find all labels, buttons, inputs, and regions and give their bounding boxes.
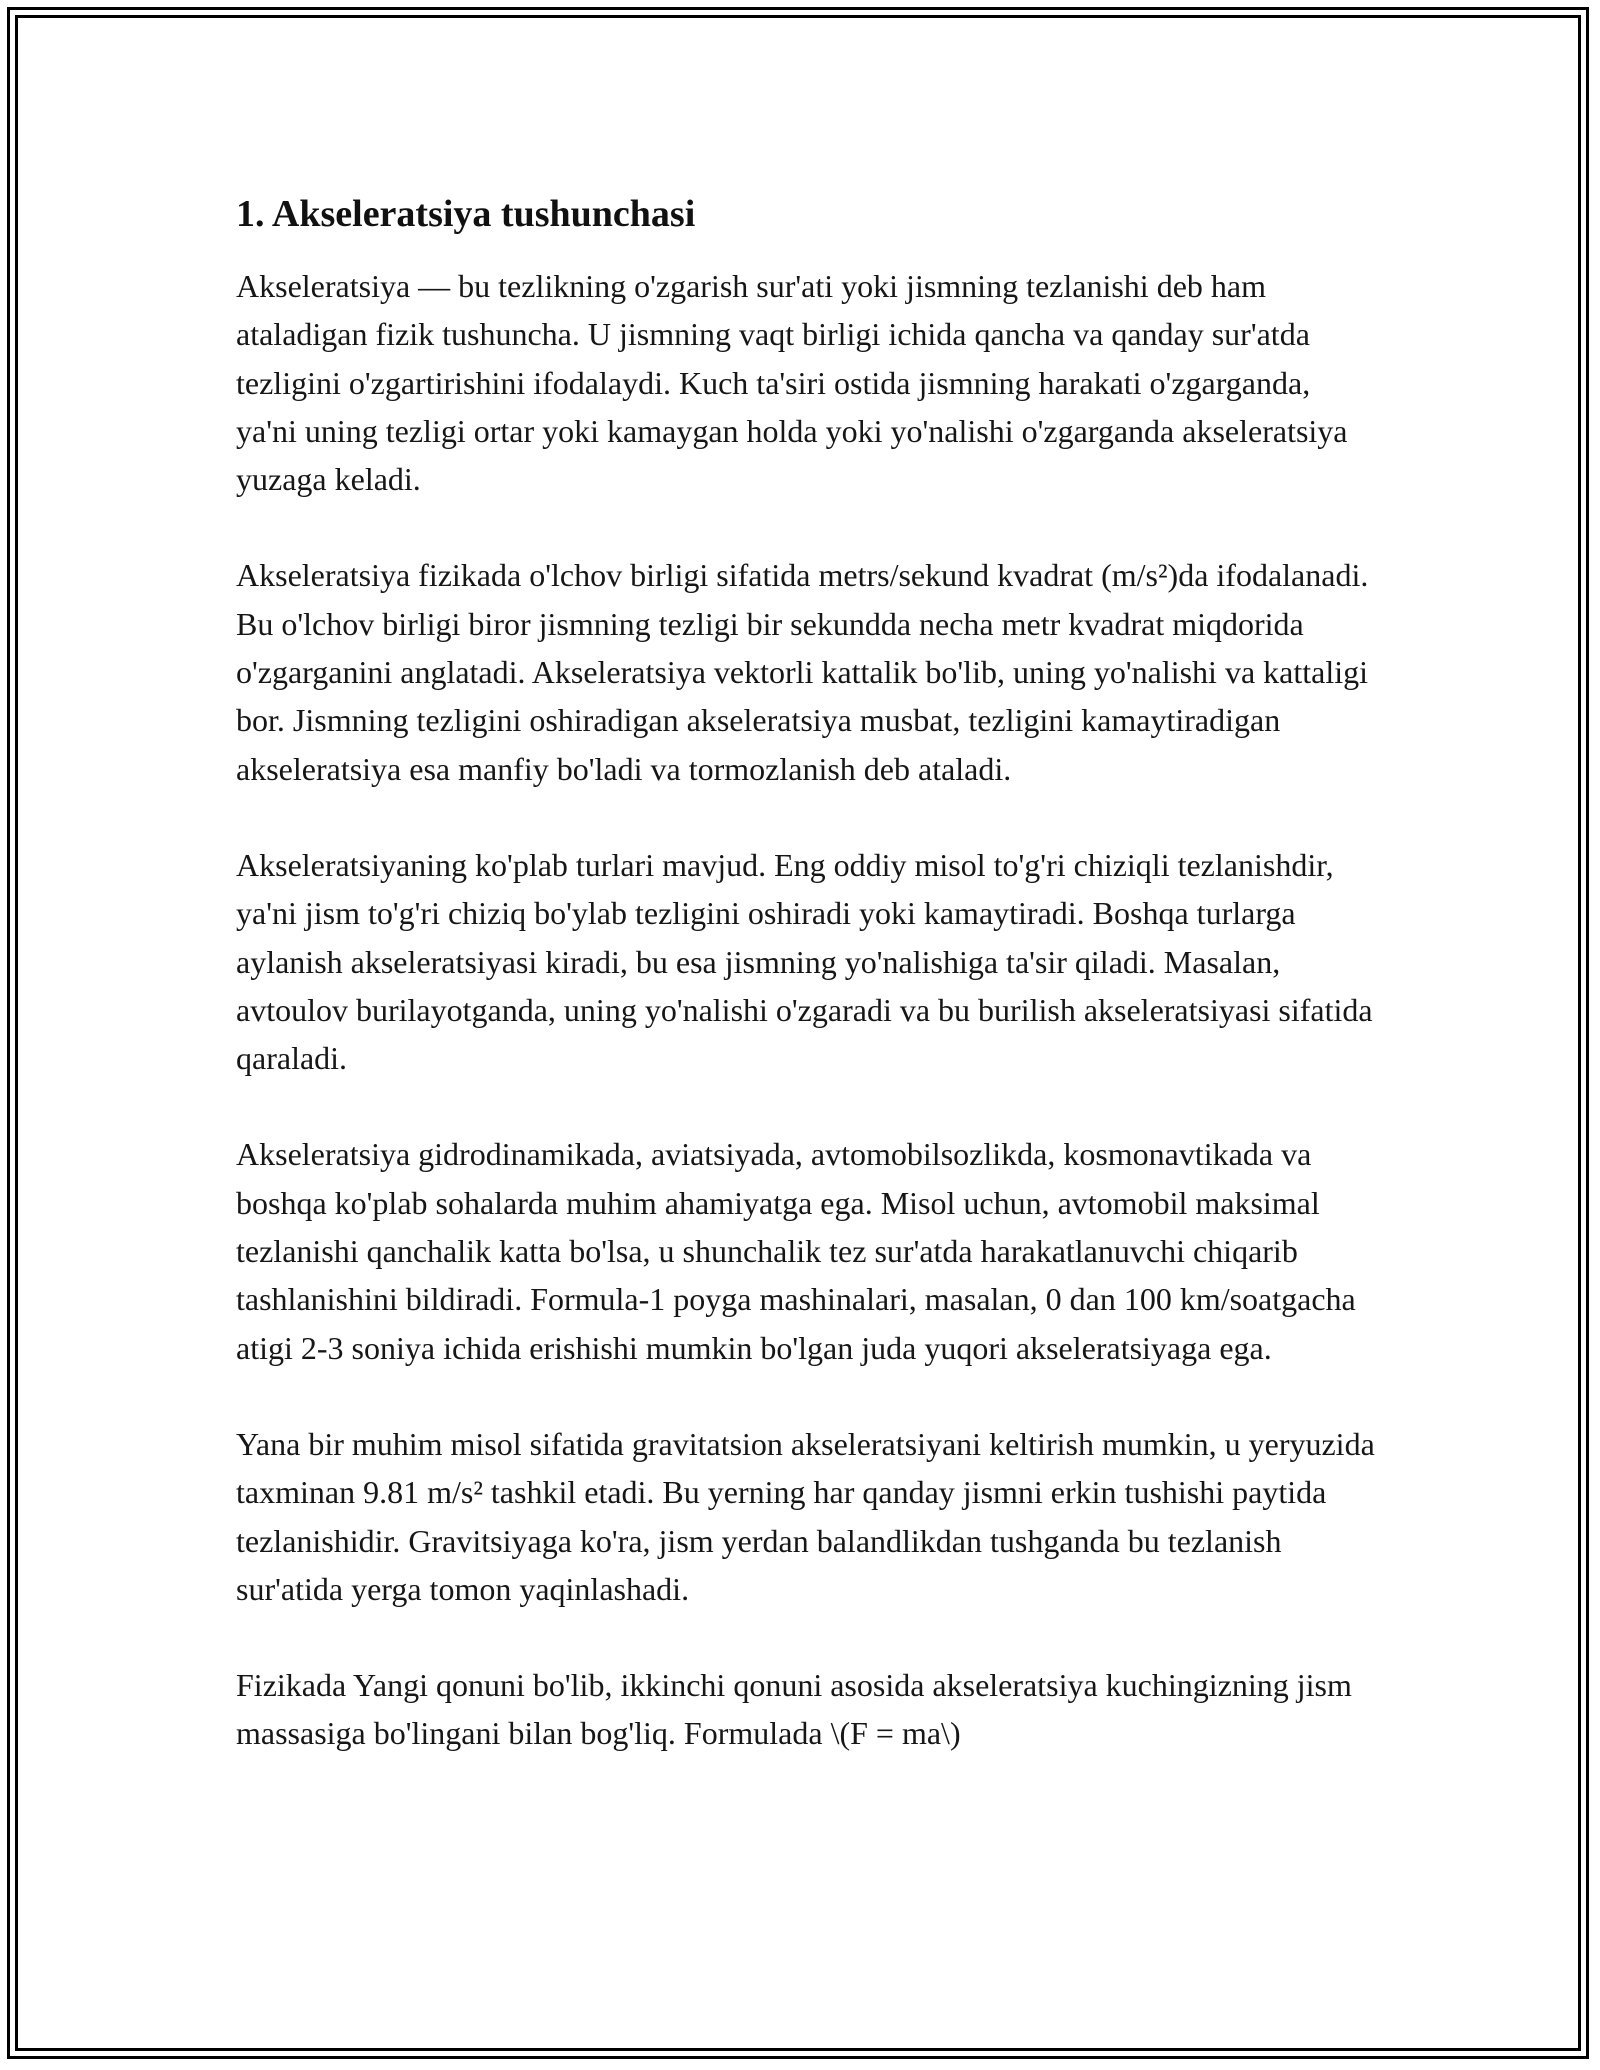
paragraph-newton-law: Fizikada Yangi qonuni bo'lib, ikkinchi qonuni asosida akseleratsiya kuchingizning jism massasiga bo'lingani bilan bog'liq. Formulada \(F = ma\) <box>236 1667 1352 1752</box>
paragraph-units: Akseleratsiya fizikada o'lchov birligi sifatida metrs/sekund kvadrat (m/s²)da ifodalanadi. Bu o'lchov birligi biror jismning tezligi bir sekundda necha metr kvadrat miqdorida o'zgarganini anglatadi. Akseleratsiya vektorli kattalik bo'lib, uning yo'nalishi va kattaligi bor. Jismning tezligini oshiradigan akseleratsiya musbat, tezligini kamaytiradigan akseleratsiya esa manfiy bo'ladi va tormozlanish deb ataladi. <box>236 557 1369 787</box>
paragraph-definition: Akseleratsiya — bu tezlikning o'zgarish sur'ati yoki jismning tezlanishi deb ham ataladigan fizik tushuncha. U jismning vaqt birligi ichida qancha va qanday sur'atda tezligini o'zgartirishini ifodalaydi. Kuch ta'siri ostida jismning harakati o'zgarganda, ya'ni uning tezligi ortar yoki kamaygan holda yoki yo'nalishi o'zgarganda akseleratsiya yuzaga keladi. <box>236 268 1348 498</box>
paragraph-types: Akseleratsiyaning ko'plab turlari mavjud. Eng oddiy misol to'g'ri chiziqli tezlanishdir, ya'ni jism to'g'ri chiziq bo'ylab tezligini oshiradi yoki kamaytiradi. Boshqa turlarga aylanish akseleratsiyasi kiradi, bu esa jismning yo'nalishiga ta'sir qiladi. Masalan, avtoulov burilayotganda, uning yo'nalishi o'zgaradi va bu burilish akseleratsiyasi sifatida qaraladi. <box>236 846 1373 1077</box>
section-title: 1. Akseleratsiya tushunchasi <box>236 193 696 235</box>
paragraph-gravity: Yana bir muhim misol sifatida gravitatsion akseleratsiyani keltirish mumkin, u yeryuzida taxminan 9.81 m/s² tashkil etadi. Bu yerning har qanday jismni erkin tushishi paytida tezlanishidir. Gravitsiyaga ko'ra, jism yerdan balandlikdan tushganda bu tezlanish sur'atida yerga tomon yaqinlashadi. <box>236 1425 1375 1607</box>
document-body <box>236 186 1376 1806</box>
paragraph-applications: Akseleratsiya gidrodinamikada, aviatsiyada, avtomobilsozlikda, kosmonavtikada va boshqa ko'plab sohalarda muhim ahamiyatga ega. Misol uchun, avtomobil maksimal tezlanishi qanchalik katta bo'lsa, u shunchalik tez sur'atda harakatlanuvchi chiqarib tashlanishini bildiradi. Formula-1 poyga mashinalari, masalan, 0 dan 100 km/soatgacha atigi 2-3 soniya ichida erishishi mumkin bo'lgan juda yuqori akseleratsiyaga ega. <box>236 1136 1356 1366</box>
